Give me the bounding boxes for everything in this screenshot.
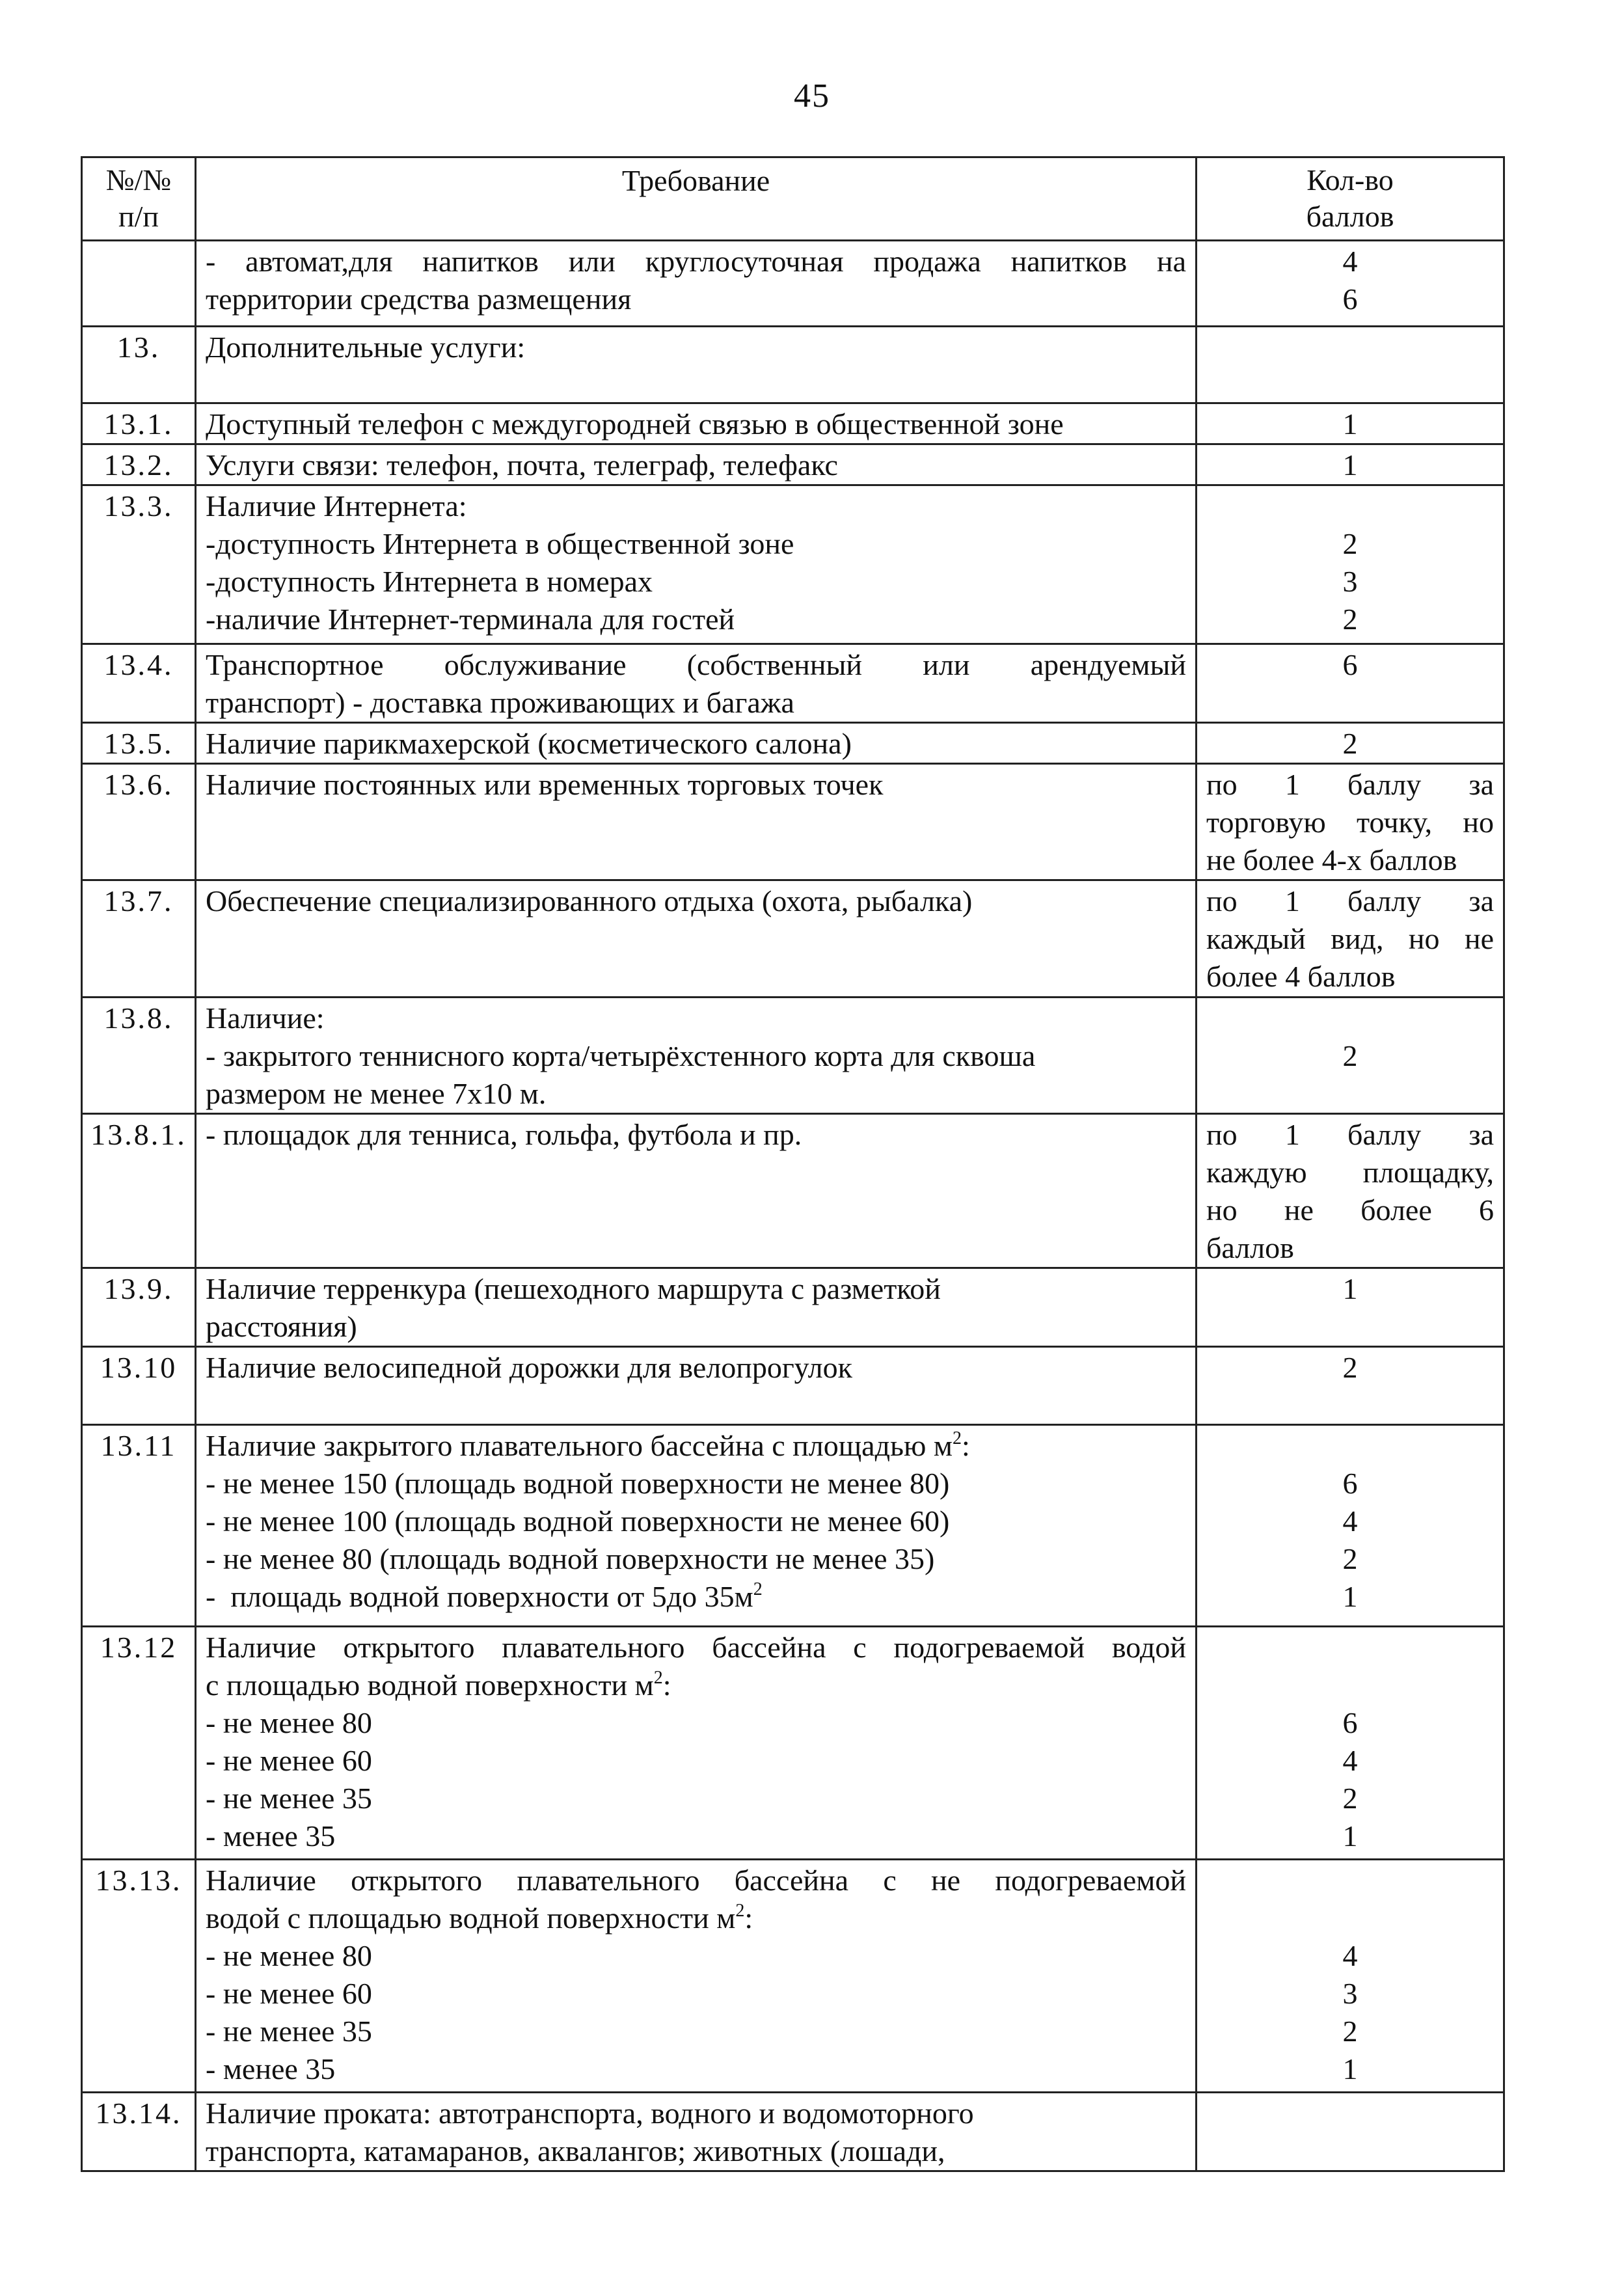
requirement-line: с площадью водной поверхности $м^2$: [206, 1668, 671, 1702]
requirement-line: - менее 35 [206, 1819, 336, 1853]
requirement-cell [196, 764, 1197, 880]
requirement-cell [196, 1627, 1197, 1860]
requirement-cell [196, 444, 1197, 485]
table-row [82, 2093, 1504, 2171]
row-number: 13.8.1. [82, 1114, 196, 1268]
points-cell [1197, 1347, 1504, 1425]
points-value: 6 [1342, 648, 1358, 681]
requirement-line: Наличие терренкура (пешеходного маршрута с разметкой [206, 1272, 941, 1305]
requirement-line: территории средства размещения [206, 282, 632, 316]
points-line: не более 4-х баллов [1206, 843, 1457, 876]
row-number: 13.9. [82, 1268, 196, 1347]
table-row [82, 1114, 1504, 1268]
points-value: 1 [1342, 2052, 1358, 2085]
points-value: 1 [1342, 448, 1358, 482]
points-value: 2 [1342, 1351, 1358, 1384]
points-value [1197, 1899, 1503, 1937]
points-value: 2 [1342, 727, 1358, 760]
points-value: 4 [1342, 1504, 1358, 1538]
requirement-cell [196, 327, 1197, 403]
row-number [82, 241, 196, 327]
requirement-line: водой с площадью водной поверхности $м^2$: [206, 1901, 753, 1935]
requirement-line: - менее 35 [206, 2052, 336, 2085]
table-row [82, 1425, 1504, 1627]
points-value [1197, 1666, 1503, 1704]
points-line: но не более 6 [1206, 1193, 1494, 1227]
requirement-line: Наличие постоянных или временных торговых точек [206, 768, 884, 801]
points-cell [1197, 998, 1504, 1114]
requirement-line: Дополнительные услуги: [206, 331, 526, 364]
table-row [82, 723, 1504, 764]
superscript: 2 [653, 1668, 663, 1688]
row-number: 13.7. [82, 880, 196, 998]
points-cell [1197, 485, 1504, 644]
table-row [82, 241, 1504, 327]
points-value: 1 [1342, 407, 1358, 441]
points-value: 6 [1342, 1467, 1358, 1500]
requirement-cell [196, 644, 1197, 723]
row-number: 13.6. [82, 764, 196, 880]
table-row [82, 880, 1504, 998]
points-line: по 1 баллу за [1206, 884, 1494, 917]
row-number: 13.3. [82, 485, 196, 644]
requirement-line: размером не менее 7х10 м. [206, 1077, 547, 1110]
points-value: 1 [1342, 1272, 1358, 1305]
points-value [1197, 999, 1503, 1037]
row-number: 13.13. [82, 1860, 196, 2093]
requirement-line: - не менее 80 [206, 1706, 372, 1739]
header-num: №/№ п/п [82, 157, 196, 241]
requirement-line: Услуги связи: телефон, почта, телеграф, телефакс [206, 448, 838, 482]
requirement-line: Наличие парикмахерской (косметического салона) [206, 727, 852, 760]
table-header-row [82, 157, 1504, 241]
requirement-line: Наличие: [206, 1001, 325, 1035]
requirement-line: - не менее 60 [206, 1977, 372, 2010]
points-line: каждую площадку, [1206, 1156, 1494, 1189]
table-row [82, 1860, 1504, 2093]
row-number: 13.2. [82, 444, 196, 485]
points-value: 2 [1342, 2015, 1358, 2048]
table-row [82, 644, 1504, 723]
requirement-cell [196, 1114, 1197, 1268]
row-number: 13.12 [82, 1627, 196, 1860]
points-value: 4 [1342, 245, 1358, 278]
requirement-line: - площадь водной поверхности от 5до $35м^2$ [206, 1579, 763, 1613]
requirements-table [81, 156, 1505, 2172]
points-value: 2 [1342, 603, 1358, 636]
points-value [1197, 1427, 1503, 1465]
requirement-line: Транспортное обслуживание (собственный или арендуемый [206, 648, 1186, 681]
requirement-cell [196, 2093, 1197, 2171]
points-cell [1197, 1114, 1504, 1268]
points-cell [1197, 1425, 1504, 1627]
requirement-line: - не менее 60 [206, 1744, 372, 1777]
points-value: 2 [1342, 1039, 1358, 1072]
points-line: по 1 баллу за [1206, 768, 1494, 801]
row-number: 13.5. [82, 723, 196, 764]
requirement-line: - не менее 100 (площадь водной поверхности не менее 60) [206, 1504, 950, 1538]
requirement-cell [196, 241, 1197, 327]
table-row [82, 485, 1504, 644]
superscript: 2 [735, 1901, 745, 1921]
table-row [82, 327, 1504, 403]
requirement-line: -наличие Интернет-терминала для гостей [206, 603, 735, 636]
page-number: 45 [794, 77, 830, 115]
points-value [1197, 1629, 1503, 1666]
points-value: 4 [1342, 1939, 1358, 1972]
requirement-line: - не менее 150 (площадь водной поверхности не менее 80) [206, 1467, 950, 1500]
requirement-line: -доступность Интернета в общественной зоне [206, 527, 794, 560]
table-row [82, 764, 1504, 880]
points-line: торговую точку, но [1206, 806, 1494, 839]
points-value [1197, 1862, 1503, 1899]
points-value: 1 [1342, 1819, 1358, 1853]
points-cell [1197, 1627, 1504, 1860]
requirement-cell [196, 1425, 1197, 1627]
requirement-cell [196, 723, 1197, 764]
superscript: 2 [952, 1428, 962, 1448]
requirement-line: расстояния) [206, 1310, 357, 1343]
points-value: 6 [1342, 282, 1358, 316]
row-number: 13.14. [82, 2093, 196, 2171]
requirement-cell [196, 1268, 1197, 1347]
points-cell [1197, 327, 1504, 403]
points-value: 1 [1342, 1580, 1358, 1613]
requirement-line: - не менее 80 (площадь водной поверхности не менее 35) [206, 1542, 935, 1575]
points-value: 6 [1342, 1706, 1358, 1739]
table-row [82, 444, 1504, 485]
points-cell [1197, 723, 1504, 764]
requirement-line: Наличие открытого плавательного бассейна с не подогреваемой [206, 1864, 1186, 1897]
points-value: 2 [1342, 1542, 1358, 1575]
points-value: 2 [1342, 527, 1358, 560]
table-row [82, 403, 1504, 444]
requirement-cell [196, 403, 1197, 444]
row-number: 13. [82, 327, 196, 403]
requirement-line: Обеспечение специализированного отдыха (охота, рыбалка) [206, 884, 973, 917]
requirement-line: Доступный телефон с междугородней связью в общественной зоне [206, 407, 1064, 441]
points-line: по 1 баллу за [1206, 1118, 1494, 1151]
points-cell [1197, 1268, 1504, 1347]
points-value: 2 [1342, 1782, 1358, 1815]
points-cell [1197, 2093, 1504, 2171]
requirement-line: - площадок для тенниса, гольфа, футбола и пр. [206, 1118, 802, 1151]
points-cell [1197, 1860, 1504, 2093]
points-value: 3 [1342, 565, 1358, 598]
table-row [82, 998, 1504, 1114]
table-row [82, 1627, 1504, 1860]
points-cell [1197, 880, 1504, 998]
header-requirement: Требование [196, 157, 1197, 241]
points-value: 4 [1342, 1744, 1358, 1777]
table-row [82, 1268, 1504, 1347]
requirement-line: Наличие проката: автотранспорта, водного и водомоторного [206, 2097, 974, 2130]
requirement-line: Наличие велосипедной дорожки для велопрогулок [206, 1351, 852, 1384]
points-line: каждый вид, но не [1206, 922, 1494, 955]
requirement-line: - автомат,для напитков или круглосуточная продажа напитков на [206, 245, 1186, 278]
points-value [1197, 487, 1503, 525]
row-number: 13.10 [82, 1347, 196, 1425]
points-line: баллов [1206, 1231, 1294, 1264]
requirement-line: Наличие открытого плавательного бассейна с подогреваемой водой [206, 1631, 1186, 1664]
row-number: 13.4. [82, 644, 196, 723]
requirement-line: транспорта, катамаранов, аквалангов; животных (лошади, [206, 2134, 945, 2167]
requirement-line: - не менее 35 [206, 1782, 372, 1815]
requirement-line: Наличие Интернета: [206, 489, 467, 523]
points-value: 3 [1342, 1977, 1358, 2010]
requirement-line: - не менее 80 [206, 1939, 372, 1972]
requirement-cell [196, 880, 1197, 998]
requirement-line: Наличие закрытого плавательного бассейна с площадью $м^2$: [206, 1428, 970, 1462]
requirement-cell [196, 1860, 1197, 2093]
header-points: Кол-во баллов [1197, 157, 1504, 241]
row-number: 13.8. [82, 998, 196, 1114]
points-cell [1197, 444, 1504, 485]
requirement-line: -доступность Интернета в номерах [206, 565, 653, 598]
requirement-line: - закрытого теннисного корта/четырёхстенного корта для сквоша [206, 1039, 1036, 1072]
requirement-line: - не менее 35 [206, 2015, 372, 2048]
points-cell [1197, 764, 1504, 880]
points-line: более 4 баллов [1206, 960, 1396, 993]
row-number: 13.1. [82, 403, 196, 444]
requirement-cell [196, 998, 1197, 1114]
requirement-line: транспорт) - доставка проживающих и багажа [206, 686, 794, 719]
table-row [82, 1347, 1504, 1425]
points-cell [1197, 644, 1504, 723]
row-number: 13.11 [82, 1425, 196, 1627]
requirement-cell [196, 1347, 1197, 1425]
points-cell [1197, 241, 1504, 327]
superscript: 2 [753, 1579, 763, 1599]
points-cell [1197, 403, 1504, 444]
requirement-cell [196, 485, 1197, 644]
